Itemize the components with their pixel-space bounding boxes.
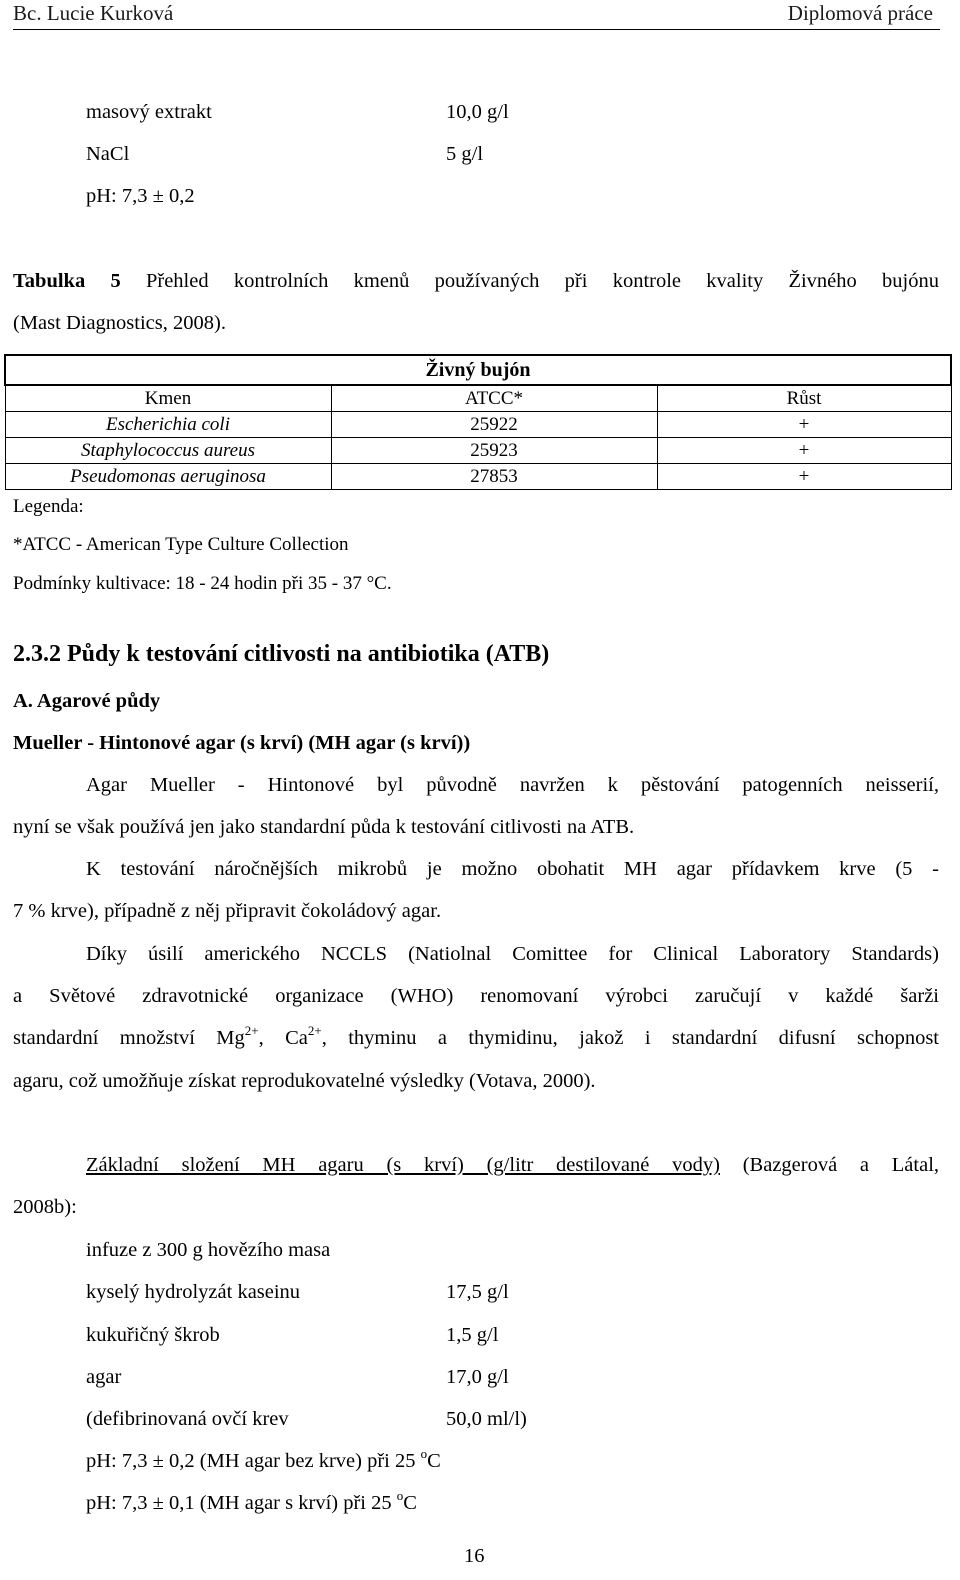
table-header-cell: ATCC* — [331, 385, 657, 412]
paragraph-line: 7 % krve), případně z něj připravit čokoládový agar. — [13, 900, 442, 922]
text-run: C — [427, 1450, 441, 1472]
paragraph-line: K testování náročnějších mikrobů je možno obohatit MH agar přídavkem krve (5 - — [86, 858, 939, 880]
composition-item-name: agar — [86, 1366, 122, 1388]
composition-item-name: (defibrinovaná ovčí krev — [86, 1408, 289, 1430]
table-row — [5, 412, 951, 438]
composition-item-name: infuze z 300 g hovězího masa — [86, 1239, 331, 1261]
recipe-item-name: masový extrakt — [86, 101, 212, 123]
table-row — [5, 464, 951, 490]
composition-ph — [86, 1446, 441, 1473]
table-header-cell: Kmen — [5, 385, 331, 412]
paragraph-line — [13, 1023, 939, 1050]
table-caption-line2: (Mast Diagnostics, 2008). — [13, 312, 226, 334]
page-number: 16 — [464, 1545, 485, 1567]
text-run: , Ca — [258, 1027, 308, 1049]
table-cell-growth: + — [657, 412, 951, 438]
header-rule — [13, 29, 940, 30]
table-row — [5, 438, 951, 464]
superscript: 2+ — [244, 1023, 259, 1038]
composition-item-name: kyselý hydrolyzát kaseinu — [86, 1281, 301, 1303]
text-run: pH: 7,3 ± 0,2 (MH agar bez krve) při 25 — [86, 1450, 421, 1472]
legend-atcc: *ATCC - American Type Culture Collection — [13, 534, 349, 555]
table-cell-strain: Staphylococcus aureus — [5, 438, 331, 464]
table-cell-atcc: 27853 — [331, 464, 657, 490]
table-title: Živný bujón — [5, 355, 951, 385]
table-cell-growth: + — [657, 438, 951, 464]
superscript: 2+ — [307, 1023, 322, 1038]
composition-item-value: 50,0 ml/l) — [446, 1408, 527, 1430]
recipe-item-value: 10,0 g/l — [446, 101, 509, 123]
composition-item-name: kukuřičný škrob — [86, 1324, 220, 1346]
subsection-heading: A. Agarové půdy — [13, 690, 161, 712]
legend-label: Legenda: — [13, 496, 84, 517]
composition-ph — [86, 1488, 417, 1515]
composition-title-underlined: Základní složení MH agaru (s krví) (g/litr destilované vody) — [86, 1154, 720, 1176]
paragraph-line: nyní se však používá jen jako standardní půda k testování citlivosti na ATB. — [13, 816, 635, 838]
text-run: , thyminu a thymidinu, jakož i standardní difusní schopnost — [321, 1027, 939, 1049]
subsection-title: Mueller - Hintonové agar (s krví) (MH agar (s krví)) — [13, 732, 471, 754]
superscript: o — [396, 1488, 404, 1503]
header-doc-type: Diplomová práce — [787, 1, 933, 25]
table-cell-growth: + — [657, 464, 951, 490]
recipe-ph: pH: 7,3 ± 0,2 — [86, 185, 195, 207]
table-caption-text: Přehled kontrolních kmenů používaných při kontrole kvality Živného bujónu — [145, 270, 939, 292]
table-cell-strain: Escherichia coli — [5, 412, 331, 438]
paragraph-line: a Světové zdravotnické organizace (WHO) renomovaní výrobci zaručují v každé šarži — [13, 985, 939, 1007]
recipe-item-name: NaCl — [86, 143, 130, 165]
table-caption-label: Tabulka 5 — [13, 270, 121, 292]
recipe-item-value: 5 g/l — [446, 143, 484, 165]
header-author: Bc. Lucie Kurková — [13, 1, 174, 25]
legend-conditions: Podmínky kultivace: 18 - 24 hodin při 35 - 37 °C. — [13, 573, 392, 594]
text-run: pH: 7,3 ± 0,1 (MH agar s krví) při 25 — [86, 1492, 397, 1514]
composition-item-value: 17,5 g/l — [446, 1281, 509, 1303]
composition-title — [86, 1154, 939, 1177]
section-heading: 2.3.2 Půdy k testování citlivosti na antibiotika (ATB) — [13, 641, 550, 667]
table-cell-atcc: 25923 — [331, 438, 657, 464]
table-header-cell: Růst — [657, 385, 951, 412]
paragraph-line: Agar Mueller - Hintonové byl původně navržen k pěstování patogenních neisserií, — [86, 774, 939, 796]
composition-item-value: 17,0 g/l — [446, 1366, 509, 1388]
superscript: o — [420, 1446, 428, 1461]
text-run: standardní množství Mg — [13, 1027, 245, 1049]
table-caption — [13, 270, 939, 293]
table-cell-strain: Pseudomonas aeruginosa — [5, 464, 331, 490]
strains-table — [4, 354, 952, 490]
composition-item-value: 1,5 g/l — [446, 1324, 499, 1346]
text-run: C — [403, 1492, 417, 1514]
composition-title-cont: 2008b): — [13, 1196, 77, 1218]
composition-title-cite: (Bazgerová a Látal, — [742, 1154, 940, 1176]
paragraph-line: agaru, což umožňuje získat reprodukovatelné výsledky (Votava, 2000). — [13, 1070, 596, 1092]
paragraph-line: Díky úsilí amerického NCCLS (Natiolnal Comittee for Clinical Laboratory Standards) — [86, 943, 939, 965]
table-cell-atcc: 25922 — [331, 412, 657, 438]
